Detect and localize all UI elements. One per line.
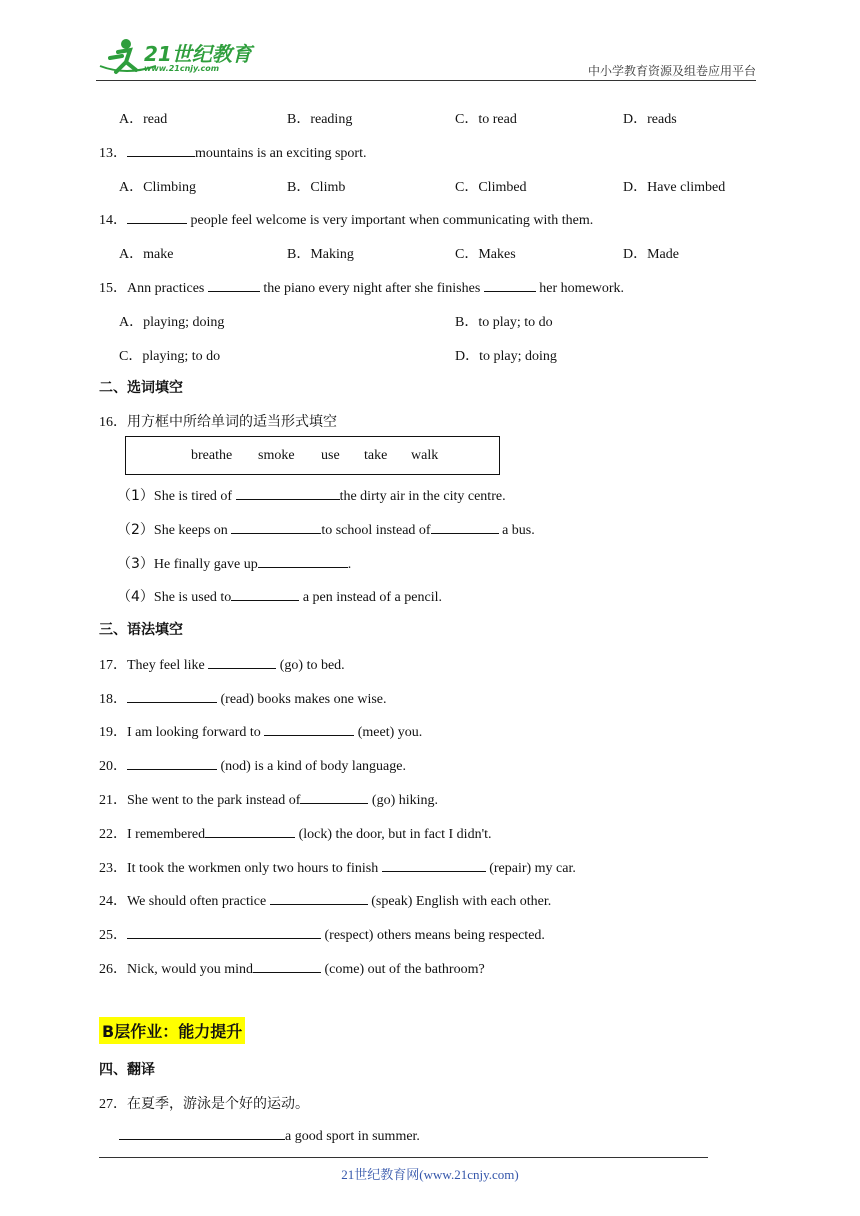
blank (300, 791, 368, 804)
question-13 (99, 142, 366, 162)
word-take: take (364, 448, 388, 463)
logo-text: 21世纪教育 (144, 42, 252, 66)
b-layer-heading: B层作业：能力提升 (99, 1017, 245, 1044)
section-heading-3: 三、语法填空 (99, 622, 183, 638)
blank (264, 723, 354, 736)
blank (431, 521, 499, 534)
question-24: 24．We should often practice (speak) English with each other. (99, 894, 552, 909)
q16-item-2: （2）She keeps on to school instead of a bus. (117, 522, 535, 538)
question-16 (99, 411, 337, 431)
question-23: 23．It took the workmen only two hours to finish (repair) my car. (99, 861, 576, 876)
question-27: 27．在夏季，游泳是个好的运动。 (99, 1096, 309, 1112)
blank (231, 588, 299, 601)
q16-item-1: （1）She is tired of the dirty air in the city centre. (117, 488, 506, 504)
blank (127, 757, 217, 770)
blank (208, 656, 276, 669)
question-20: 20． (nod) is a kind of body language. (99, 759, 406, 774)
header-divider (96, 80, 756, 81)
q12-option-d: D．reads (623, 112, 677, 127)
logo-url: www.21cnjy.com (144, 64, 220, 73)
q14-option-b: B．Making (287, 247, 354, 262)
q27-answer-line: a good sport in summer. (119, 1127, 420, 1145)
footer-divider (99, 1157, 708, 1158)
question-22: 22．I remembered (lock) the door, but in fact I didn't. (99, 827, 492, 842)
q15-option-c: C．playing; to do (119, 349, 221, 364)
question-number: 14． (99, 213, 127, 228)
platform-title: 中小学教育资源及组卷应用平台 (587, 64, 756, 78)
q12-option-a: A．read (119, 112, 168, 127)
q14-option-d: D．Made (623, 247, 679, 262)
blank (236, 487, 340, 500)
blank (127, 144, 195, 157)
word-box (125, 436, 500, 475)
blank (127, 211, 187, 224)
word-breathe: breathe (191, 448, 233, 463)
question-14 (99, 209, 593, 229)
question-25: 25． (respect) others means being respected. (99, 928, 545, 943)
q15-option-d: D．to play; doing (455, 349, 557, 364)
q12-option-b: B．reading (287, 112, 353, 127)
question-26: 26．Nick, would you mind (come) out of the bathroom? (99, 962, 485, 977)
logo (96, 36, 266, 78)
question-number: 13． (99, 146, 127, 161)
question-15: 15．Ann practices the piano every night after she finishes her homework. (99, 281, 625, 296)
blank (205, 825, 295, 838)
question-18: 18． (read) books makes one wise. (99, 692, 387, 707)
blank (127, 926, 321, 939)
section-heading-2: 二、选词填空 (99, 380, 183, 396)
blank (258, 555, 348, 568)
blank (484, 279, 536, 292)
question-instruction: 用方框中所给单词的适当形式填空 (127, 414, 337, 430)
question-number: 16． (99, 415, 127, 430)
word-walk: walk (411, 448, 439, 463)
q13-option-a: A．Climbing (119, 180, 197, 195)
blank (208, 279, 260, 292)
q13-option-c: C．Climbed (455, 180, 527, 195)
q16-item-4: （4）She is used to a pen instead of a pencil. (117, 589, 442, 605)
blank (119, 1127, 285, 1140)
q13-option-b: B．Climb (287, 180, 346, 195)
question-text: people feel welcome is very important when communicating with them. (187, 213, 594, 228)
q16-item-3: （3）He finally gave up . (117, 556, 352, 572)
word-smoke: smoke (258, 448, 295, 463)
q15-option-a: A．playing; doing (119, 315, 225, 330)
question-number: 15． (99, 281, 127, 296)
blank (253, 960, 321, 973)
q12-option-c: C．to read (455, 112, 517, 127)
q15-option-b: B．to play; to do (455, 315, 553, 330)
question-text: mountains is an exciting sport. (195, 146, 367, 161)
word-use: use (321, 448, 340, 463)
q14-option-c: C．Makes (455, 247, 516, 262)
question-19: 19．I am looking forward to (meet) you. (99, 725, 423, 740)
blank (270, 892, 368, 905)
footer-text: 21世纪教育网(www.21cnjy.com) (341, 1167, 519, 1182)
section-heading-4: 四、翻译 (99, 1062, 155, 1078)
blank (127, 690, 217, 703)
question-17: 17．They feel like (go) to bed. (99, 658, 345, 673)
question-21: 21．She went to the park instead of (go) hiking. (99, 793, 439, 808)
q14-option-a: A．make (119, 247, 174, 262)
blank (231, 521, 321, 534)
blank (382, 859, 486, 872)
q13-option-d: D．Have climbed (623, 180, 726, 195)
